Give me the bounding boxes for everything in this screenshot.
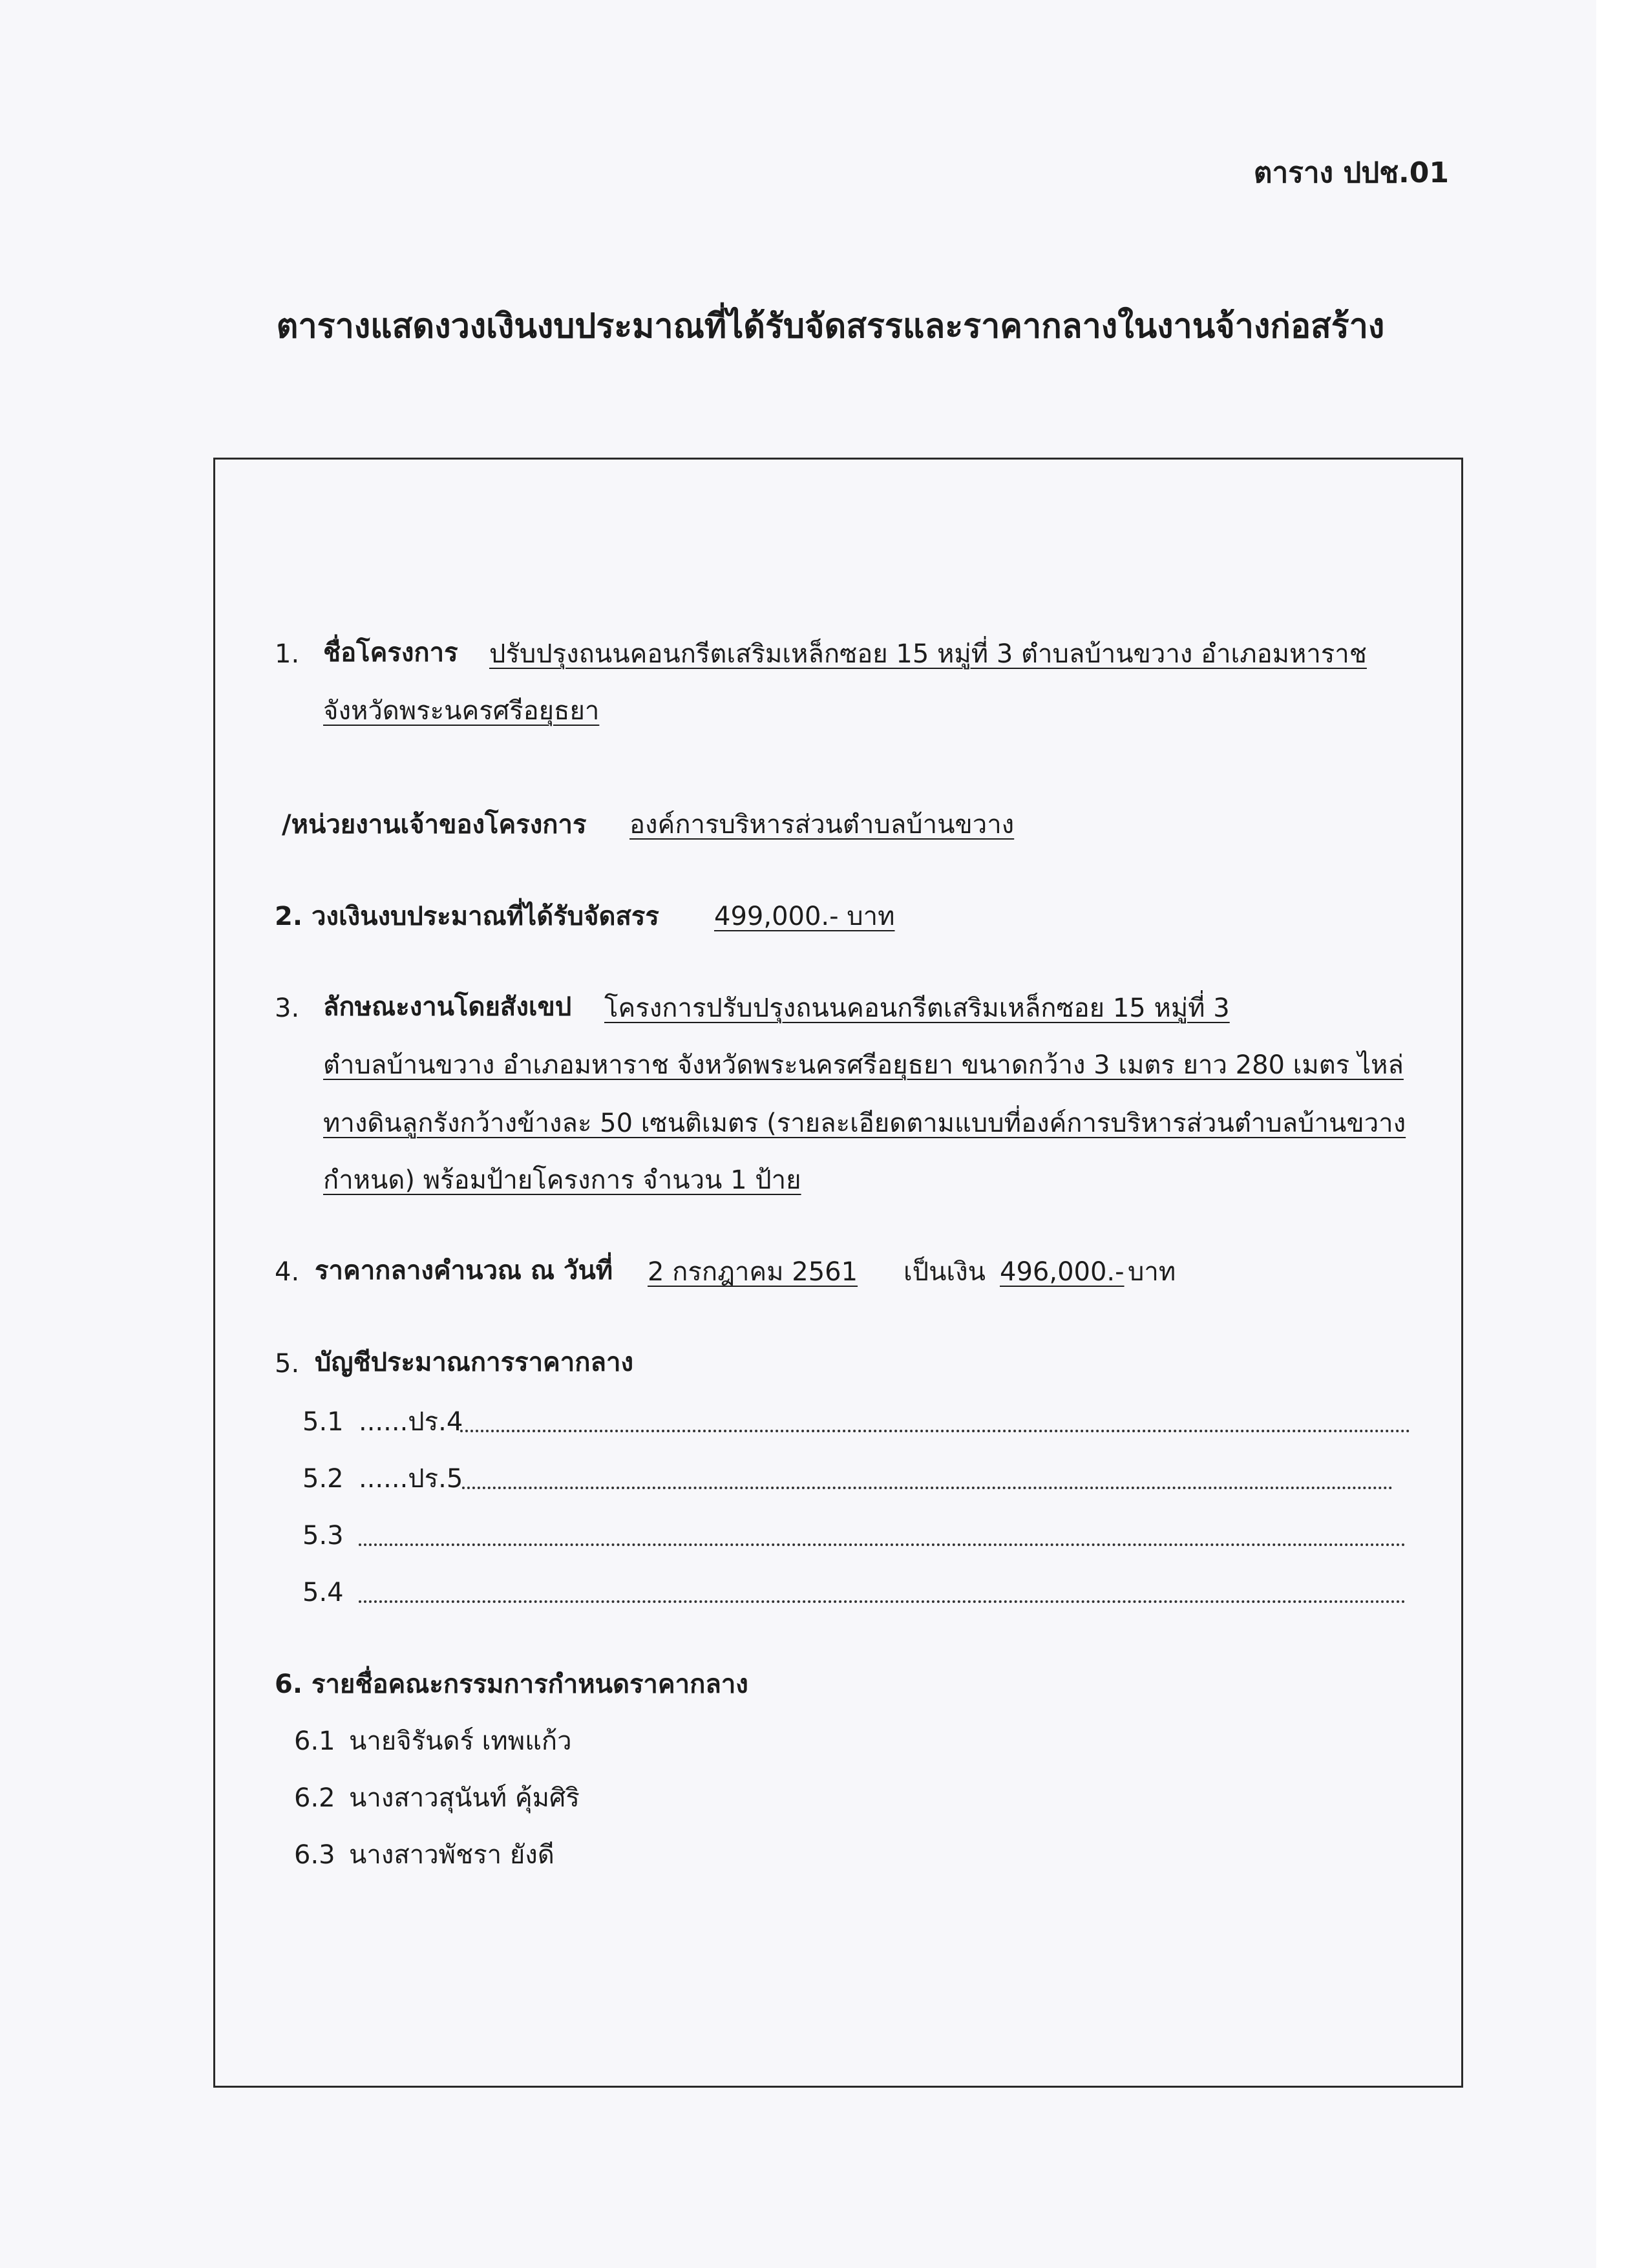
item4-date: 2 กรกฎาคม 2561: [648, 1257, 858, 1287]
committee-member-number: 6.3: [294, 1840, 335, 1870]
committee-member-name: นางสาวสุนันท์ คุ้มศิริ: [349, 1783, 580, 1813]
owner-label: /หน่วยงานเจ้าของโครงการ: [282, 810, 587, 840]
item2-amount: 499,000.- บาท: [714, 902, 895, 931]
item6-label: 6. รายชื่อคณะกรรมการกำหนดราคากลาง: [275, 1669, 748, 1699]
item1-number: 1.: [275, 639, 300, 669]
item5-sub-number: 5.3: [302, 1521, 344, 1551]
item5-sub-number: 5.2: [302, 1464, 344, 1494]
item4-label: ราคากลางคำนวณ ณ วันที่: [315, 1256, 613, 1286]
item2-label: 2. วงเงินงบประมาณที่ได้รับจัดสรร: [275, 902, 659, 931]
document-title: ตารางแสดงวงเงินงบประมาณที่ได้รับจัดสรรและราคากลางในงานจ้างก่อสร้าง: [276, 307, 1385, 346]
item1-value-line1: ปรับปรุงถนนคอนกรีตเสริมเหล็กซอย 15 หมู่ที่ 3 ตำบลบ้านขวาง อำเภอมหาราช: [489, 639, 1367, 669]
item3-line2: ตำบลบ้านขวาง อำเภอมหาราช จังหวัดพระนครศรีอยุธยา ขนาดกว้าง 3 เมตร ยาว 280 เมตร ไหล่: [323, 1050, 1404, 1080]
dotted-fill-line: [359, 1543, 1406, 1546]
item3-line1: โครงการปรับปรุงถนนคอนกรีตเสริมเหล็กซอย 15 หมู่ที่ 3: [604, 993, 1230, 1023]
committee-member-name: นายจิรันดร์ เทพแก้ว: [349, 1726, 572, 1756]
item5-sub-text: ......ปร.4: [359, 1407, 463, 1437]
item3-number: 3.: [275, 993, 300, 1023]
item4-amount-label: เป็นเงิน: [903, 1257, 986, 1287]
committee-member-name: นางสาวพัชรา ยังดี: [349, 1840, 555, 1870]
item4-amount: 496,000.-: [1000, 1257, 1125, 1287]
item3-line3: ทางดินลูกรังกว้างข้างละ 50 เซนติเมตร (รายละเอียดตามแบบที่องค์การบริหารส่วนตำบลบ้านขวาง: [323, 1108, 1406, 1138]
dotted-fill-line: [359, 1600, 1406, 1603]
dotted-fill-line: [460, 1430, 1410, 1432]
item5-number: 5.: [275, 1349, 300, 1379]
form-code: ตาราง ปปช.01: [1253, 156, 1449, 189]
item3-label: ลักษณะงานโดยสังเขป: [323, 992, 572, 1022]
item1-label: ชื่อโครงการ: [323, 638, 458, 668]
committee-member-number: 6.2: [294, 1783, 335, 1813]
dotted-fill-line: [462, 1487, 1393, 1489]
item5-label: บัญชีประมาณการราคากลาง: [315, 1348, 633, 1377]
item1-value-line2: จังหวัดพระนครศรีอยุธยา: [323, 696, 600, 726]
item3-line4: กำหนด) พร้อมป้ายโครงการ จำนวน 1 ป้าย: [323, 1165, 801, 1195]
item5-sub-number: 5.4: [302, 1578, 344, 1607]
item5-sub-number: 5.1: [302, 1407, 344, 1437]
item4-number: 4.: [275, 1257, 300, 1287]
item4-unit: บาท: [1128, 1257, 1176, 1287]
owner-value: องค์การบริหารส่วนตำบลบ้านขวาง: [629, 810, 1015, 840]
committee-member-number: 6.1: [294, 1726, 335, 1756]
item5-sub-text: ......ปร.5: [359, 1464, 463, 1494]
